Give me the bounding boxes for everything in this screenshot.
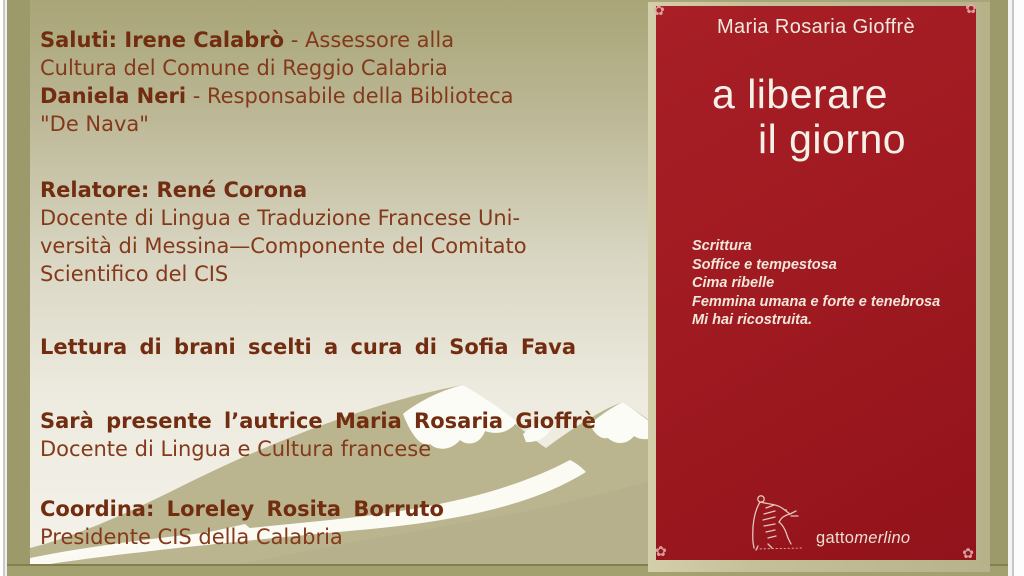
- right-white-margin: [1008, 0, 1024, 576]
- publisher-name: gattomerlino: [816, 529, 911, 547]
- greetings-block: Saluti: Irene Calabrò - Assessore alla Cultura del Comune di Reggio Calabria Daniela Neri - Responsabile della Biblioteca "De Nava": [40, 28, 514, 136]
- author-presence-block: Sarà presente l’autrice Maria Rosaria Gioffrè Docente di Lingua e Cultura francese: [40, 409, 596, 461]
- coordinator-block: Coordina: Loreley Rosita Borruto Presidente CIS della Calabria: [40, 497, 444, 549]
- speaker-name: Relatore: René Corona: [40, 178, 308, 202]
- left-white-margin: [0, 0, 7, 576]
- greeting-speaker-name: Saluti: Irene Calabrò: [40, 28, 285, 52]
- coordinator-name: Coordina: Loreley Rosita Borruto: [40, 497, 444, 521]
- publisher-logo: [744, 492, 910, 554]
- speaker-block: Relatore: René Corona Docente di Lingua e Traduzione Francese Uni- versità di Messina—Componente del Comitato Scientifico del CIS: [40, 178, 527, 286]
- book-cover: [653, 0, 977, 561]
- book-cover-photo: [648, 2, 990, 572]
- speakers-text-column: [30, 0, 658, 551]
- corner-ornament-icon: ✿: [965, 0, 977, 16]
- book-title: a liberare il giorno: [712, 71, 907, 162]
- gattomerlino-cat-icon: [744, 492, 814, 554]
- corner-ornament-icon: ✿: [655, 543, 667, 559]
- book-author: Maria Rosaria Gioffrè: [716, 16, 916, 38]
- book-poem-excerpt: Scrittura Soffice e tempestosa Cima ribelle Femmina umana e forte e tenebrosa Mi hai ricostruita.: [692, 238, 941, 328]
- left-frame-bar: [7, 0, 30, 576]
- greeting-speaker-name: Daniela Neri: [40, 84, 187, 108]
- corner-ornament-icon: ✿: [962, 545, 974, 561]
- reading-block: Lettura di brani scelti a cura di Sofia Fava: [40, 335, 576, 359]
- corner-ornament-icon: ✿: [653, 2, 665, 18]
- right-frame-bar: [990, 0, 1008, 576]
